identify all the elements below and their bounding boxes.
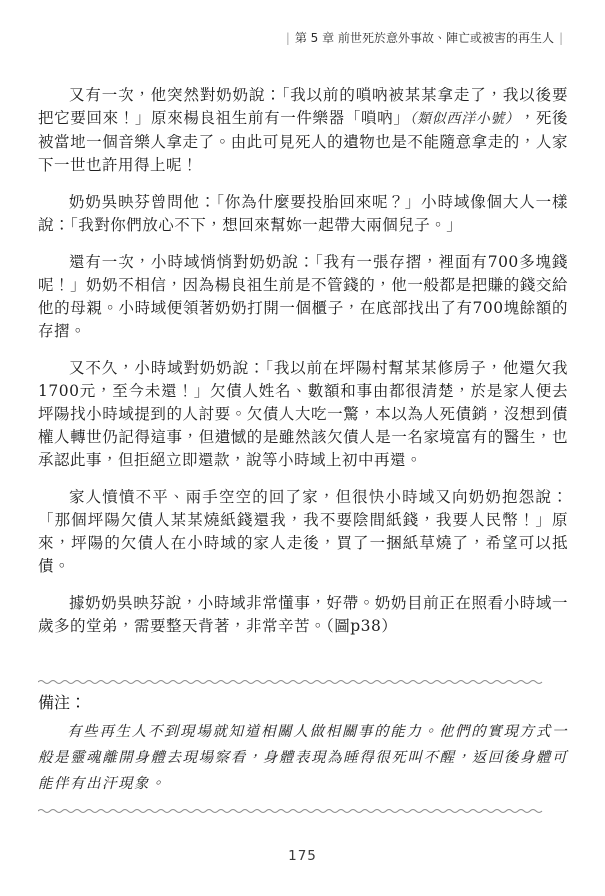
remarks-label: 備注： [38, 693, 87, 712]
page-body [38, 84, 568, 638]
page-footer [0, 848, 605, 864]
wavy-rule-bottom [38, 807, 545, 814]
paragraph-1-text: 又有一次，他突然對奶奶說：「我以前的嗩吶被某某拿走了，我以後要把它要回來！」原來楊良祖生前有一件樂器「嗩吶」 [38, 86, 568, 127]
running-head [38, 30, 568, 46]
header-bar-left: | [285, 31, 290, 45]
paragraph-1-kai-note: （類似西洋小號） [409, 111, 520, 127]
paragraph-1 [38, 84, 568, 177]
paragraph-4: 又不久，小時域對奶奶說：「我以前在坪陽村幫某某修房子，他還欠我1700元，至今未還！」欠債人姓名、數額和事由都很清楚，於是家人便去坪陽找小時域提到的人討要。欠債人大吃一驚，本以為人死債銷，沒想到債權人轉世仍記得這事，但遺憾的是雖然該欠債人是一名家境富有的醫生，也承認此事，但拒絕立即還款，說等小時域上初中再還。 [38, 359, 568, 469]
paragraph-6: 據奶奶吳映芬說，小時域非常懂事，好帶。奶奶目前正在照看小時域一歲多的堂弟，需要整天背著，非常辛苦。（圖p38） [38, 594, 568, 635]
paragraph-3: 還有一次，小時域悄悄對奶奶說：「我有一張存摺，裡面有700多塊錢呢！」奶奶不相信，因為楊良祖生前是不管錢的，他一般都是把賺的錢交給他的母親。小時域便領著奶奶打開一個櫃子，在底部找出了有700塊餘額的存摺。 [38, 253, 568, 340]
header-bar-right: | [558, 31, 563, 45]
wavy-rule-top [38, 678, 545, 685]
paragraph-5: 家人憤憤不平、兩手空空的回了家，但很快小時域又向奶奶抱怨說：「那個坪陽欠債人某某燒紙錢還我，我不要陰間紙錢，我要人民幣！」原來，坪陽的欠債人在小時域的家人走後，買了一捆紙草燒了，希望可以抵債。 [38, 488, 568, 575]
page-number: 175 [288, 848, 317, 864]
chapter-title: 第 5 章 前世死於意外事故、陣亡或被害的再生人 [294, 31, 554, 45]
paragraph-1-text-cont: ，死後被當地一個音樂人拿走了。由此可見死人的遺物也是不能隨意拿走的，人家下一世也許用得上呢！ [38, 109, 568, 174]
remarks-section [38, 678, 568, 814]
paragraph-2: 奶奶吳映芬曾問他：「你為什麼要投胎回來呢？」小時域像個大人一樣說：「我對你們放心不下，想回來幫妳一起帶大兩個兒子。」 [38, 193, 568, 234]
remarks-text: 有些再生人不到現場就知道相關人做相關事的能力。他們的實現方式一般是靈魂離開身體去現場察看，身體表現為睡得很死叫不醒，返回後身體可能伴有出汗現象。 [38, 724, 568, 792]
